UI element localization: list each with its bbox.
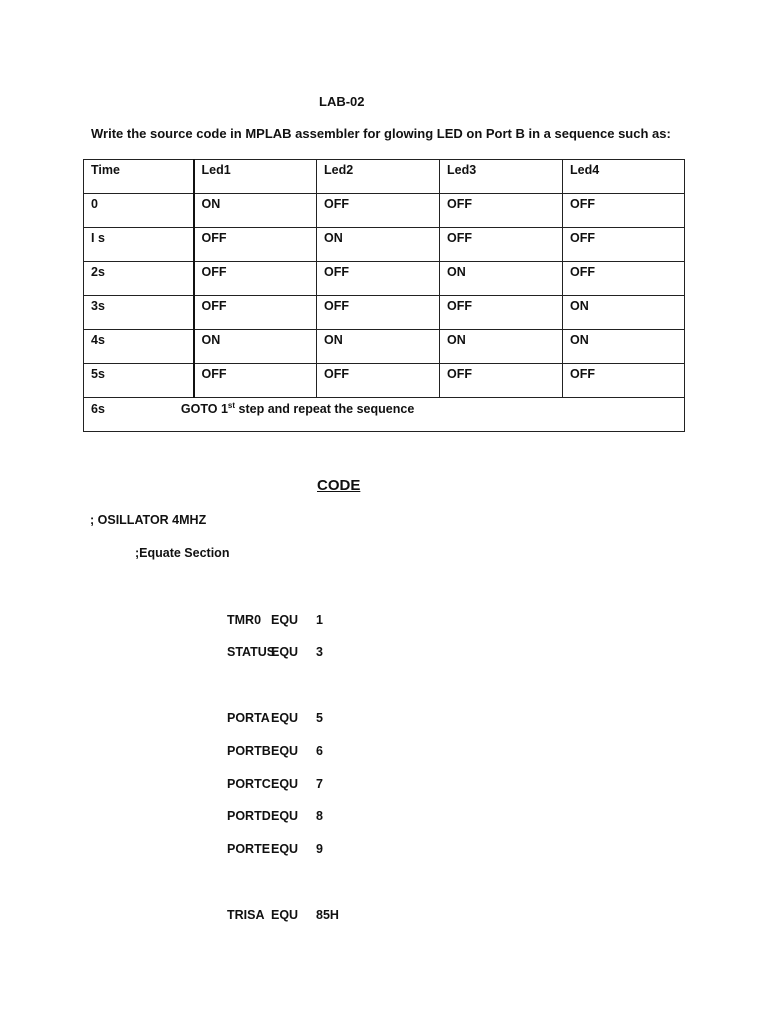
equate-line-porte: [227, 842, 427, 858]
table-cell: OFF: [317, 194, 440, 228]
table-cell: 3s: [84, 296, 194, 330]
table-row: [84, 296, 685, 330]
instruction-text: Write the source code in MPLAB assembler for glowing LED on Port B in a sequence such as:: [91, 126, 671, 141]
table-cell: OFF: [563, 364, 685, 398]
header-cell: Led2: [317, 160, 440, 194]
table-row: [84, 262, 685, 296]
equate-value: 3: [316, 645, 323, 659]
table-cell: ON: [317, 228, 440, 262]
equate-symbol: TRISA: [227, 908, 265, 922]
table-cell: ON: [563, 296, 685, 330]
header-cell: Led4: [563, 160, 685, 194]
equate-value: 1: [316, 613, 323, 627]
equate-line-portb: [227, 744, 427, 760]
table-cell: OFF: [317, 364, 440, 398]
equate-symbol: STATUS: [227, 645, 276, 659]
table-cell: I s: [84, 228, 194, 262]
table-cell: OFF: [194, 228, 317, 262]
equate-symbol: PORTD: [227, 809, 271, 823]
table-cell: OFF: [563, 228, 685, 262]
header-cell: Led1: [194, 160, 317, 194]
header-cell: Time: [84, 160, 194, 194]
table-cell: ON: [563, 330, 685, 364]
table-cell: OFF: [563, 262, 685, 296]
led-sequence-table: [83, 159, 685, 432]
goto-text-post: step and repeat the sequence: [235, 402, 415, 417]
table-row: [84, 228, 685, 262]
table-cell: OFF: [440, 296, 563, 330]
table-row-repeat: [84, 398, 685, 432]
table-cell: OFF: [317, 262, 440, 296]
equate-value: 9: [316, 842, 323, 856]
table-cell: OFF: [194, 262, 317, 296]
equate-symbol: PORTE: [227, 842, 271, 856]
table-cell: 0: [84, 194, 194, 228]
table-cell: OFF: [194, 296, 317, 330]
equate-value: 6: [316, 744, 323, 758]
equate-keyword: EQU: [271, 809, 299, 823]
table-cell: OFF: [563, 194, 685, 228]
table-cell: 2s: [84, 262, 194, 296]
equate-keyword: EQU: [271, 842, 299, 856]
table-cell: OFF: [440, 194, 563, 228]
equate-keyword: EQU: [271, 744, 299, 758]
goto-text-sup: st: [227, 401, 236, 410]
equate-keyword: EQU: [271, 908, 299, 922]
equate-keyword: EQU: [271, 613, 299, 627]
equate-symbol: PORTB: [227, 744, 271, 758]
equate-keyword: EQU: [271, 711, 299, 725]
equate-section-comment: ;Equate Section: [135, 546, 230, 560]
equate-symbol: TMR0: [227, 613, 262, 627]
code-heading: CODE: [317, 477, 361, 494]
repeat-time: 6s: [91, 402, 105, 417]
equate-line-status: [227, 645, 427, 661]
table-header-row: [84, 160, 685, 194]
equate-value: 5: [316, 711, 323, 725]
equate-value: 85H: [316, 908, 339, 922]
table-cell: ON: [440, 330, 563, 364]
equate-line-tmr0: [227, 613, 427, 629]
lab-title: LAB-02: [319, 94, 365, 109]
repeat-cell: [84, 398, 685, 432]
table-row: [84, 330, 685, 364]
goto-instruction: [181, 402, 414, 416]
equate-line-trisa: [227, 908, 427, 924]
goto-text-pre: GOTO 1: [180, 402, 228, 417]
equate-symbol: PORTA: [227, 711, 270, 725]
table-row: [84, 194, 685, 228]
table-cell: ON: [440, 262, 563, 296]
equate-line-porta: [227, 711, 427, 727]
table-cell: 5s: [84, 364, 194, 398]
table-cell: OFF: [194, 364, 317, 398]
oscillator-comment: ; OSILLATOR 4MHZ: [90, 513, 207, 527]
table-row: [84, 364, 685, 398]
table-cell: ON: [317, 330, 440, 364]
equate-value: 8: [316, 809, 323, 823]
table-cell: OFF: [317, 296, 440, 330]
equate-line-portc: [227, 777, 427, 793]
table-cell: ON: [194, 194, 317, 228]
equate-symbol: PORTC: [227, 777, 271, 791]
table-cell: 4s: [84, 330, 194, 364]
table-cell: OFF: [440, 364, 563, 398]
equate-keyword: EQU: [271, 777, 299, 791]
header-cell: Led3: [440, 160, 563, 194]
table-cell: ON: [194, 330, 317, 364]
equate-keyword: EQU: [271, 645, 299, 659]
equate-line-portd: [227, 809, 427, 825]
table-cell: OFF: [440, 228, 563, 262]
equate-value: 7: [316, 777, 323, 791]
